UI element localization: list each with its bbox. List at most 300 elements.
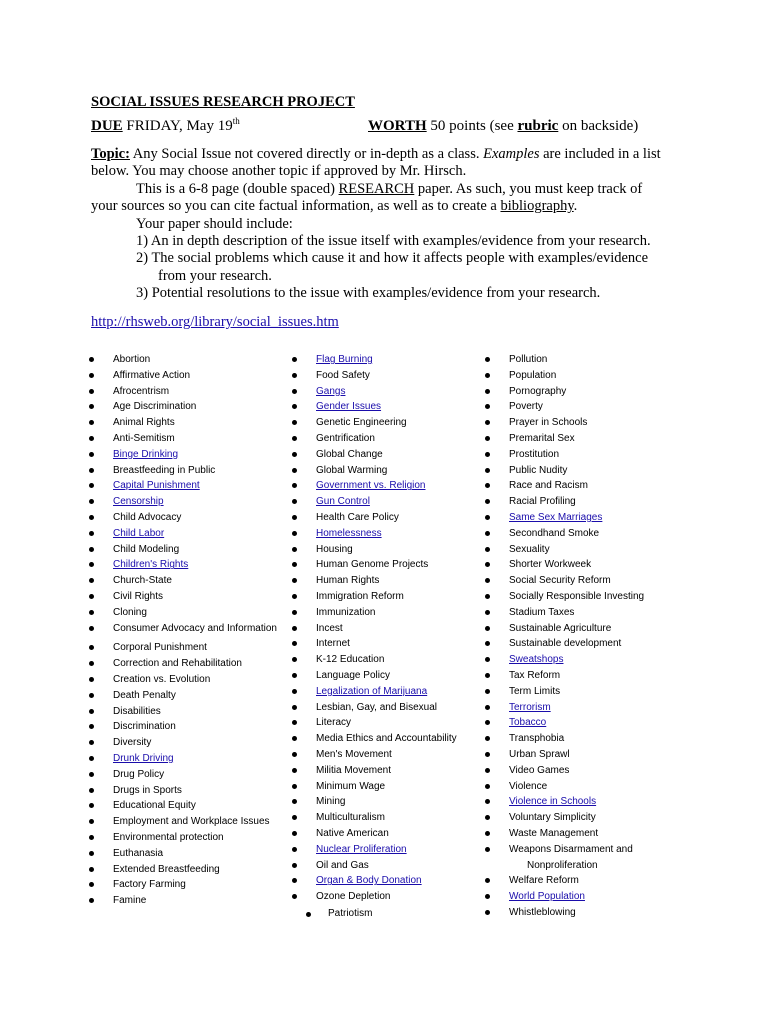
examples-text: Examples <box>483 146 540 162</box>
topic-item <box>292 605 482 621</box>
bullet-icon <box>89 788 94 793</box>
bullet-icon <box>485 389 490 394</box>
topic-link[interactable]: Children's Rights <box>113 559 189 571</box>
topic-item <box>485 684 685 700</box>
bullet-icon <box>89 867 94 872</box>
bullet-icon <box>89 562 94 567</box>
topic-label: Oil and Gas <box>316 859 369 871</box>
bullet-icon <box>89 772 94 777</box>
topic-item <box>292 700 482 716</box>
topic-text-1: Any Social Issue not covered directly or in-depth as a class. <box>129 146 484 162</box>
topic-item[interactable] <box>485 652 685 668</box>
topic-item <box>292 889 482 905</box>
topic-label: Media Ethics and Accountability <box>316 733 457 745</box>
bullet-icon <box>485 910 490 915</box>
bibliography-text: bibliography <box>500 198 574 215</box>
bullet-icon <box>485 799 490 804</box>
bullet-icon <box>292 562 297 567</box>
topic-item[interactable] <box>89 751 279 767</box>
rubric-text: rubric <box>517 118 559 134</box>
topic-item[interactable] <box>89 526 279 542</box>
bullet-icon <box>292 768 297 773</box>
bullet-icon <box>292 468 297 473</box>
bullet-icon <box>485 610 490 615</box>
topic-item[interactable] <box>89 494 279 510</box>
topic-link[interactable]: Gangs <box>316 385 346 397</box>
bullet-icon <box>485 531 490 536</box>
bullet-icon <box>89 661 94 666</box>
topic-link[interactable]: Gender Issues <box>316 401 382 413</box>
bullet-icon <box>485 768 490 773</box>
topic-label: Video Games <box>509 764 570 776</box>
topic-label: Cloning <box>113 606 147 618</box>
topic-item <box>485 810 685 826</box>
topic-label: Patriotism <box>328 908 373 919</box>
topic-label: Socially Responsible Investing <box>509 590 645 602</box>
topic-label: Disabilities <box>113 705 161 717</box>
topic-label: Weapons Disarmament and <box>509 843 633 855</box>
bullet-icon <box>292 420 297 425</box>
topic-item <box>292 463 482 479</box>
topic-label: Diversity <box>113 737 152 749</box>
topic-label: Race and Racism <box>509 480 588 492</box>
bullet-icon <box>292 578 297 583</box>
topic-label: Corporal Punishment <box>113 642 207 654</box>
topic-item <box>89 767 279 783</box>
topic-label: Native American <box>316 827 389 839</box>
topic-item <box>485 384 685 400</box>
topic-item[interactable] <box>292 873 482 889</box>
topic-label: Human Genome Projects <box>316 559 429 571</box>
topic-item <box>89 798 279 814</box>
bullet-icon <box>485 420 490 425</box>
topic-item <box>89 399 279 415</box>
topic-link[interactable]: Same Sex Marriages <box>509 511 603 523</box>
topic-label: Voluntary Simplicity <box>509 812 596 824</box>
topic-item <box>485 668 685 684</box>
bullet-icon <box>89 547 94 552</box>
topic-label: Breastfeeding in Public <box>113 464 216 476</box>
topic-label: Lesbian, Gay, and Bisexual <box>316 701 438 713</box>
topic-item[interactable] <box>292 399 482 415</box>
topic-item <box>89 415 279 431</box>
topic-item <box>485 573 685 589</box>
topic-label: Incest <box>316 622 343 634</box>
topic-label: Environmental protection <box>113 831 224 843</box>
topic-label: Sustainable development <box>509 638 622 650</box>
topic-item <box>485 526 685 542</box>
bullet-icon <box>292 657 297 662</box>
topic-label: Language Policy <box>316 669 390 681</box>
due-date <box>91 118 240 135</box>
topic-label: Discrimination <box>113 721 176 733</box>
topic-label: Global Warming <box>316 464 388 476</box>
topic-item <box>485 747 685 763</box>
bullet-icon <box>485 689 490 694</box>
bullet-icon <box>89 373 94 378</box>
topic-label: Public Nudity <box>509 464 568 476</box>
topic-link[interactable]: Violence in Schools <box>509 796 597 808</box>
topic-item <box>89 621 279 641</box>
topic-link[interactable]: World Population <box>509 891 585 903</box>
topic-label: Educational Equity <box>113 800 196 812</box>
topic-item[interactable] <box>89 557 279 573</box>
bullet-icon <box>89 531 94 536</box>
topic-item <box>292 652 482 668</box>
topic-item[interactable] <box>292 478 482 494</box>
topic-link[interactable]: Censorship <box>113 496 164 508</box>
para2-c: . <box>573 198 578 215</box>
bullet-icon <box>292 784 297 789</box>
topic-item[interactable] <box>89 478 279 494</box>
bullet-icon <box>485 736 490 741</box>
bullet-icon <box>89 610 94 615</box>
topic-item <box>292 542 482 558</box>
bullet-icon <box>485 373 490 378</box>
topic-label: Mining <box>316 796 346 808</box>
topic-label: Men's Movement <box>316 748 392 760</box>
topic-label: Child Advocacy <box>113 511 182 523</box>
topic-link[interactable]: Homelessness <box>316 527 382 539</box>
topic-link[interactable]: Sweatshops <box>509 654 564 666</box>
topic-link[interactable]: Gun Control <box>316 496 370 508</box>
topic-label: Gentrification <box>316 432 375 444</box>
bullet-icon <box>485 404 490 409</box>
bullet-icon <box>292 641 297 646</box>
topic-label: Famine <box>113 895 147 907</box>
topic-item <box>89 704 279 720</box>
topic-text-2: are included in a list below. You may choose another topic if approved by Mr. Hirsch. <box>91 146 661 180</box>
topic-item[interactable] <box>485 794 685 810</box>
topic-label: Prayer in Schools <box>509 417 588 429</box>
bullet-icon <box>485 515 490 520</box>
bullet-icon <box>89 645 94 650</box>
topic-item[interactable] <box>292 842 482 858</box>
bullet-icon <box>89 819 94 824</box>
topic-label: Global Change <box>316 448 383 460</box>
topic-item <box>89 589 279 605</box>
topic-item <box>292 510 482 526</box>
bullet-icon <box>292 404 297 409</box>
bullet-icon <box>485 594 490 599</box>
topic-list-column-2 <box>292 352 482 905</box>
topic-label: Euthanasia <box>113 847 164 859</box>
topic-item <box>89 688 279 704</box>
bullet-icon <box>89 803 94 808</box>
topic-label: Immunization <box>316 606 376 618</box>
topic-label: Immigration Reform <box>316 590 404 602</box>
bullet-icon <box>292 483 297 488</box>
bullet-icon <box>485 752 490 757</box>
topic-item <box>89 877 279 893</box>
topic-label: Violence <box>509 780 548 792</box>
bullet-icon <box>485 641 490 646</box>
bullet-icon <box>292 594 297 599</box>
topic-item[interactable] <box>292 384 482 400</box>
bullet-icon <box>292 436 297 441</box>
bullet-icon <box>89 693 94 698</box>
topic-label: Consumer Advocacy and Information <box>113 622 277 634</box>
topic-label: Urban Sprawl <box>509 748 570 760</box>
topic-item[interactable] <box>89 447 279 463</box>
bullet-icon <box>292 720 297 725</box>
topic-item[interactable] <box>292 352 482 368</box>
bullet-icon <box>292 736 297 741</box>
topic-link[interactable]: Flag Burning <box>316 354 373 365</box>
topic-item <box>89 830 279 846</box>
topic-label: Nonproliferation <box>527 859 598 871</box>
bullet-icon <box>292 752 297 757</box>
topic-label: Prostitution <box>509 448 560 460</box>
topic-label: Racial Profiling <box>509 496 576 508</box>
bullet-icon <box>89 882 94 887</box>
bullet-icon <box>89 835 94 840</box>
bullet-icon <box>485 673 490 678</box>
topic-label: K-12 Education <box>316 654 385 666</box>
resource-link[interactable]: http://rhsweb.org/library/social_issues.htm <box>91 314 339 330</box>
topic-item[interactable] <box>485 889 685 905</box>
requirement-2-cont: from your research. <box>158 267 272 284</box>
topic-label: Minimum Wage <box>316 780 386 792</box>
topic-label: Welfare Reform <box>509 875 579 887</box>
bullet-icon <box>292 515 297 520</box>
topic-item <box>89 672 279 688</box>
topic-item <box>485 463 685 479</box>
topic-item <box>89 542 279 558</box>
bullet-icon <box>292 815 297 820</box>
topic-item[interactable] <box>292 494 482 510</box>
topic-item <box>485 763 685 779</box>
bullet-icon <box>485 815 490 820</box>
topic-item <box>485 447 685 463</box>
requirement-3: 3) Potential resolutions to the issue with examples/evidence from your research. <box>136 285 601 302</box>
due-label: DUE <box>91 118 123 134</box>
bullet-icon <box>292 689 297 694</box>
topic-item[interactable] <box>292 526 482 542</box>
topic-list-column-1 <box>89 352 279 909</box>
bullet-icon <box>485 831 490 836</box>
requirement-2: 2) The social problems which cause it and how it affects people with examples/evidence <box>136 250 649 267</box>
due-text: FRIDAY, May 19 <box>122 118 233 134</box>
topic-label: Human Rights <box>316 575 380 587</box>
topic-link[interactable]: Terrorism <box>509 701 551 713</box>
topic-item <box>485 557 685 573</box>
topic-label: Age Discrimination <box>113 401 197 413</box>
bullet-icon <box>485 547 490 552</box>
bullet-icon <box>89 709 94 714</box>
bullet-icon <box>89 898 94 903</box>
topic-label: Whistleblowing <box>509 906 576 918</box>
topic-item <box>89 862 279 878</box>
topic-item <box>89 463 279 479</box>
topic-item <box>292 858 482 874</box>
instructions <box>91 146 671 303</box>
bullet-icon <box>485 894 490 899</box>
topic-link[interactable]: Legalization of Marijuana <box>316 685 428 697</box>
topic-item[interactable] <box>485 510 685 526</box>
topic-label: Transphobia <box>509 733 565 745</box>
topic-label: Anti-Semitism <box>113 432 175 444</box>
topic-label: Literacy <box>316 717 352 729</box>
topic-item <box>89 605 279 621</box>
topic-item <box>485 368 685 384</box>
topic-link[interactable]: Binge Drinking <box>113 448 179 460</box>
topic-item[interactable] <box>292 684 482 700</box>
bullet-icon <box>89 594 94 599</box>
topic-item <box>292 731 482 747</box>
topic-item <box>485 415 685 431</box>
bullet-icon <box>485 499 490 504</box>
bullet-icon <box>485 784 490 789</box>
bullet-icon <box>485 483 490 488</box>
bullet-icon <box>292 831 297 836</box>
bullet-icon <box>485 847 490 852</box>
topic-item <box>89 368 279 384</box>
topic-item <box>292 763 482 779</box>
bullet-icon <box>292 847 297 852</box>
topic-item <box>292 668 482 684</box>
bullet-icon <box>485 468 490 473</box>
bullet-icon <box>89 357 94 362</box>
topic-item <box>485 478 685 494</box>
topic-item <box>485 589 685 605</box>
bullet-icon <box>89 468 94 473</box>
topic-item <box>292 447 482 463</box>
topic-item <box>89 431 279 447</box>
topic-item <box>292 573 482 589</box>
topic-link[interactable]: Government vs. Religion <box>316 480 426 492</box>
topic-link[interactable]: Drunk Driving <box>113 752 174 764</box>
bullet-icon <box>89 436 94 441</box>
topic-label: Factory Farming <box>113 879 186 891</box>
topic-label: Militia Movement <box>316 764 392 776</box>
topic-label: Stadium Taxes <box>509 606 575 618</box>
topic-label: Shorter Workweek <box>509 559 592 571</box>
bullet-icon <box>485 357 490 362</box>
bullet-icon <box>89 420 94 425</box>
page-title: SOCIAL ISSUES RESEARCH PROJECT <box>91 94 355 110</box>
topic-item <box>89 656 279 672</box>
worth-label: WORTH <box>368 118 427 134</box>
topic-item <box>485 873 685 889</box>
topic-item[interactable] <box>485 715 685 731</box>
topic-item <box>485 905 685 921</box>
para2-a: This is a 6-8 page (double spaced) <box>136 180 339 197</box>
topic-label: Drug Policy <box>113 768 165 780</box>
topic-label: Employment and Workplace Issues <box>113 816 270 828</box>
bullet-icon <box>292 452 297 457</box>
topic-item <box>292 715 482 731</box>
bullet-icon <box>306 912 311 917</box>
topic-item <box>485 621 685 637</box>
topic-label: Animal Rights <box>113 417 175 429</box>
topic-link[interactable]: Organ & Body Donation <box>316 875 422 887</box>
topic-item <box>89 510 279 526</box>
topic-label: Extended Breastfeeding <box>113 863 220 875</box>
topic-link[interactable]: Nuclear Proliferation <box>316 843 407 855</box>
topic-label: Term Limits <box>509 685 561 697</box>
topic-item <box>485 636 685 652</box>
topic-item <box>485 352 685 368</box>
topic-item <box>485 731 685 747</box>
topic-item <box>292 779 482 795</box>
topic-label: Population <box>509 369 557 381</box>
topic-link[interactable]: Child Labor <box>113 527 165 539</box>
bullet-icon <box>292 626 297 631</box>
topic-label: Poverty <box>509 401 543 413</box>
topic-item <box>89 783 279 799</box>
due-sup: th <box>232 116 240 126</box>
bullet-icon <box>292 673 297 678</box>
topic-label: Sustainable Agriculture <box>509 622 612 634</box>
topic-label: Tax Reform <box>509 669 561 681</box>
topic-item <box>89 384 279 400</box>
topic-label: Afrocentrism <box>113 385 170 397</box>
topic-item <box>89 735 279 751</box>
topic-label: Civil Rights <box>113 590 164 602</box>
topic-label: Affirmative Action <box>113 369 191 381</box>
topic-label: Sexuality <box>509 543 550 555</box>
topic-item[interactable] <box>485 700 685 716</box>
topic-item <box>485 542 685 558</box>
bullet-icon <box>292 705 297 710</box>
topic-item <box>485 494 685 510</box>
topic-item <box>89 893 279 909</box>
bullet-icon <box>485 626 490 631</box>
topic-item <box>89 846 279 862</box>
topic-label: Drugs in Sports <box>113 784 182 796</box>
topic-paragraph <box>91 146 671 181</box>
topic-item <box>485 431 685 447</box>
bullet-icon <box>89 389 94 394</box>
topic-item <box>485 779 685 795</box>
bullet-icon <box>292 610 297 615</box>
bullet-icon <box>292 499 297 504</box>
bullet-icon <box>89 515 94 520</box>
topic-label: Housing <box>316 543 353 555</box>
topic-item <box>89 573 279 589</box>
topic-label: Premarital Sex <box>509 432 575 444</box>
topic-item <box>485 605 685 621</box>
bullet-icon <box>89 404 94 409</box>
bullet-icon <box>485 562 490 567</box>
topic-label: Food Safety <box>316 369 370 381</box>
bullet-icon <box>485 452 490 457</box>
topic-item <box>292 636 482 652</box>
topic-label: Ozone Depletion <box>316 891 391 903</box>
topic-item <box>485 858 685 874</box>
topic-link[interactable]: Tobacco <box>509 717 547 729</box>
topic-label: Pornography <box>509 385 567 397</box>
bullet-icon <box>89 483 94 488</box>
topic-item <box>292 557 482 573</box>
topic-item <box>89 640 279 656</box>
topic-item <box>89 814 279 830</box>
topic-label: Multiculturalism <box>316 812 385 824</box>
topic-list-column-3 <box>485 352 685 921</box>
include-heading: Your paper should include: <box>136 215 293 232</box>
topic-label: Social Security Reform <box>509 575 611 587</box>
topic-label: Church-State <box>113 575 172 587</box>
topic-label: Topic: <box>91 146 130 162</box>
worth-end: on backside) <box>558 118 639 134</box>
bullet-icon <box>292 799 297 804</box>
bullet-icon <box>485 720 490 725</box>
topic-label: Health Care Policy <box>316 511 399 523</box>
topic-label: Waste Management <box>509 827 599 839</box>
topic-link[interactable]: Capital Punishment <box>113 480 200 492</box>
topic-label: Abortion <box>113 354 151 365</box>
